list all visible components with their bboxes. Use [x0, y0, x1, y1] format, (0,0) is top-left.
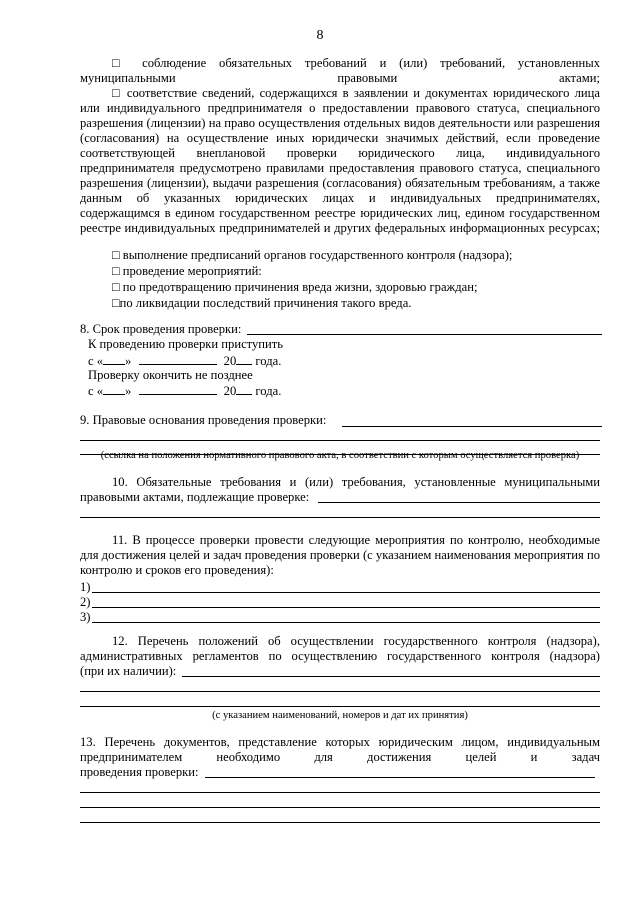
start-year-blank[interactable] [236, 353, 252, 365]
section-12-line-1[interactable] [182, 676, 600, 677]
section-11-text: 11. В процессе проверки провести следующие мероприятия по контролю, необходимые для достижения целей и задач проведения проверки (с указанием наименования мероприятия по контролю и сроков его проведения): [80, 533, 600, 577]
section-8-label: 8. Срок проведения проверки: [80, 322, 242, 336]
section-12-line-2[interactable] [80, 691, 600, 692]
year-suffix: года. [255, 384, 282, 398]
end-year-blank[interactable] [236, 383, 252, 395]
section-11-line-3[interactable] [92, 622, 600, 623]
date-close: » [125, 354, 132, 368]
section-10-text-line1: 10. Обязательные требования и (или) требования, установленные муниципальными [112, 475, 600, 489]
section-9-caption: (ссылка на положения нормативного правового акта, в соответствии с которым осуществляется проверка) [100, 450, 580, 461]
checkbox-item-information-compliance: □ соответствие сведений, содержащихся в заявлении и документах юридического лица или индивидуального предпринимателя о предоставлении правового статуса, специального разрешения (лицензии) на право осуществления отдельных видов деятельности или разрешения (согласования) на осуществление иных юридически значимых действий, если проведение соответствующей внеплановой проверки юридического лица, индивидуального предпринимателя предусмотрено правилами предоставления правового статуса, специального разрешения (лицензии), выдачи разрешения (согласования) обязательным требованиям, а также данным об указанных юридических лицах и индивидуальных предпринимателях, содержащимся в едином государственном реестре юридических лиц, едином государственном реестре индивидуальных предпринимателей и других федеральных информационных ресурсах; [80, 86, 600, 235]
section-13-text: 13. Перечень документов, представление которых юридическим лицом, индивидуальным предпринимателем необходимо для достижения целей и задач [80, 735, 600, 764]
section-13-last-line: проведения проверки: [80, 765, 199, 779]
section-11-item-1: 1) [80, 580, 91, 594]
section-10-text-line2: правовыми актами, подлежащие проверке: [80, 490, 310, 504]
section-11-item-2: 2) [80, 595, 91, 609]
section-10-line-2[interactable] [80, 517, 600, 518]
year-suffix: года. [255, 354, 282, 368]
year-prefix: 20 [223, 384, 237, 398]
section-12-line-3[interactable] [80, 706, 600, 707]
date-close: » [125, 384, 132, 398]
section-13-line-1[interactable] [205, 777, 595, 778]
start-day-blank[interactable] [103, 353, 125, 365]
end-date-row [88, 383, 281, 399]
start-month-blank[interactable] [139, 353, 217, 365]
checkbox-item-orders-fulfilment: □ выполнение предписаний органов государственного контроля (надзора); [112, 248, 513, 262]
section-13-line-3[interactable] [80, 807, 600, 808]
section-11-item-3: 3) [80, 610, 91, 624]
year-prefix: 20 [223, 354, 237, 368]
date-open: с « [88, 384, 104, 398]
section-12-text: 12. Перечень положений об осуществлении государственного контроля (надзора), административных регламентов по осуществлению государственного контроля (надзора) [80, 634, 600, 663]
end-day-blank[interactable] [103, 383, 125, 395]
page-number: 8 [316, 28, 324, 43]
section-11-line-1[interactable] [92, 592, 600, 593]
section-8-term-line[interactable] [247, 334, 602, 335]
checkbox-item-mandatory-requirements: □ соблюдение обязательных требований и (или) требований, установленных муниципальными правовыми актами; [80, 56, 600, 85]
section-11-line-2[interactable] [92, 607, 600, 608]
section-13-line-2[interactable] [80, 792, 600, 793]
section-12-caption: (с указанием наименований, номеров и дат их принятия) [212, 710, 468, 721]
section-10-line-1[interactable] [318, 502, 600, 503]
section-9-line-1[interactable] [342, 426, 602, 427]
section-12-last-line: (при их наличии): [80, 664, 177, 678]
section-9-line-2[interactable] [80, 440, 600, 441]
end-label: Проверку окончить не позднее [88, 368, 253, 382]
date-open: с « [88, 354, 104, 368]
start-date-row [88, 353, 281, 369]
checkbox-item-harm-liquidation: □по ликвидации последствий причинения такого вреда. [112, 296, 412, 310]
section-13-line-4[interactable] [80, 822, 600, 823]
checkbox-item-measures: □ проведение мероприятий: [112, 264, 262, 278]
end-month-blank[interactable] [139, 383, 217, 395]
start-label: К проведению проверки приступить [88, 337, 284, 351]
section-9-label: 9. Правовые основания проведения проверки: [80, 413, 327, 427]
checkbox-item-harm-prevention: □ по предотвращению причинения вреда жизни, здоровью граждан; [112, 280, 478, 294]
